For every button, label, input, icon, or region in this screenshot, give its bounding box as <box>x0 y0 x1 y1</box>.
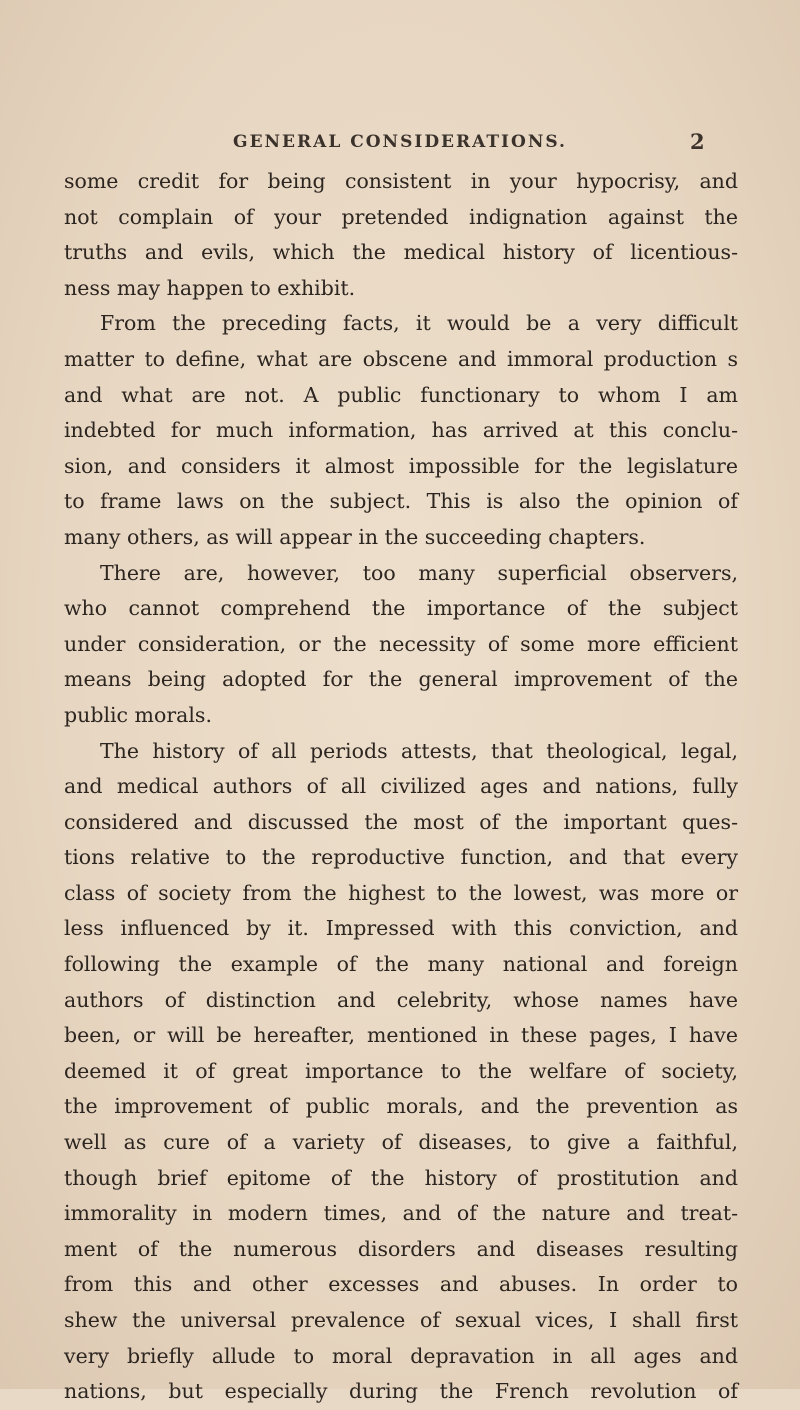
text-line: many others, as will appear in the succeeding chapters. <box>64 524 646 549</box>
text-line: authors of distinction and celebrity, whose names have <box>64 987 738 1012</box>
text-line: class of society from the highest to the lowest, was more or <box>64 880 738 905</box>
text-line: and medical authors of all civilized ages and nations, fully <box>64 774 738 799</box>
text-line: immorality in modern times, and of the nature and treat- <box>64 1201 738 1226</box>
text-line: shew the universal prevalence of sexual vices, I shall first <box>64 1308 738 1332</box>
text-line: who cannot comprehend the importance of the subject <box>64 596 738 621</box>
text-line: following the example of the many national and foreign <box>64 952 738 977</box>
text-line: deemed it of great importance to the welfare of society, <box>64 1058 738 1083</box>
text-line: from this and other excesses and abuses. In order to <box>64 1272 738 1297</box>
text-line: the improvement of public morals, and the prevention as <box>64 1094 738 1119</box>
text-line: matter to define, what are obscene and immoral production s <box>64 346 738 371</box>
text-line: less influenced by it. Impressed with this conviction, and <box>64 916 738 941</box>
text-line: nations, but especially during the French revolution of <box>64 1379 738 1404</box>
running-head: GENERAL CONSIDERATIONS. <box>233 132 567 152</box>
text-line: been, or will be hereafter, mentioned in these pages, I have <box>64 1023 738 1048</box>
text-line: means being adopted for the general improvement of the <box>64 667 738 692</box>
page-number: 2 <box>690 129 705 154</box>
text-line: not complain of your pretended indignation against the <box>64 204 738 229</box>
text-line: some credit for being consistent in your hypocrisy, and <box>64 169 738 193</box>
text-line: tions relative to the reproductive function, and that every <box>64 845 738 870</box>
body-text <box>64 164 738 1410</box>
text-line: to frame laws on the subject. This is also the opinion of <box>64 489 738 514</box>
text-line: sion, and considers it almost impossible for the legislature <box>64 453 738 478</box>
text-line: ment of the numerous disorders and diseases resulting <box>64 1236 738 1261</box>
text-line: well as cure of a variety of diseases, to give a faithful, <box>64 1130 738 1155</box>
text-line: considered and discussed the most of the important ques- <box>64 809 738 834</box>
text-line: ness may happen to exhibit. <box>64 275 356 300</box>
text-line: under consideration, or the necessity of some more efficient <box>64 631 738 656</box>
text-line: very briefly allude to moral depravation in all ages and <box>64 1343 738 1368</box>
text-line: There are, however, too many superficial observers, <box>100 560 738 585</box>
text-line: From the preceding facts, it would be a very difficult <box>100 311 738 336</box>
text-line: The history of all periods attests, that theological, legal, <box>100 738 738 763</box>
text-line: public morals. <box>64 702 212 727</box>
text-line: though brief epitome of the history of prostitution and <box>64 1165 738 1190</box>
text-line: indebted for much information, has arrived at this conclu- <box>64 418 738 443</box>
text-line: and what are not. A public functionary to whom I am <box>64 382 738 407</box>
text-line: truths and evils, which the medical history of licentious- <box>64 240 738 265</box>
